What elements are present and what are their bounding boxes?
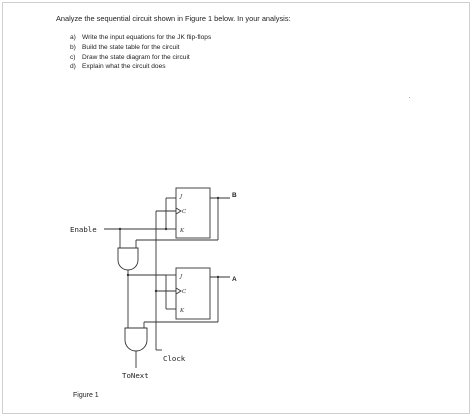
ffa-c-label: C xyxy=(182,289,187,295)
figure-caption: Figure 1 xyxy=(73,392,99,399)
tonext-label: ToNext xyxy=(122,371,149,380)
part-text: Draw the state diagram for the circuit xyxy=(82,53,190,61)
output-a-label: A xyxy=(232,276,237,283)
part-marker: c) xyxy=(70,53,76,61)
junction-dot xyxy=(217,276,219,278)
ffa-j-label: J xyxy=(180,274,183,280)
output-b-label: B xyxy=(232,192,237,199)
junction-dot xyxy=(127,274,129,276)
ffb-k-label: K xyxy=(180,228,185,234)
ffb-c-label: C xyxy=(182,209,187,215)
part-text: Write the input equations for the JK flip-flops xyxy=(82,34,212,41)
and-gate-1 xyxy=(118,248,138,270)
junction-dot xyxy=(119,228,121,230)
part-marker: b) xyxy=(70,43,76,51)
ffa-k-label: K xyxy=(180,308,185,314)
junction-dot xyxy=(155,290,157,292)
part-marker: d) xyxy=(70,63,76,71)
clock-label: Clock xyxy=(163,354,186,363)
part-text: Build the state table for the circuit xyxy=(82,43,180,51)
question-prompt: Analyze the sequential circuit shown in Figure 1 below. In your analysis: xyxy=(56,14,291,23)
ffb-j-label: J xyxy=(180,194,183,200)
and-gate-2 xyxy=(125,328,147,351)
enable-label: Enable xyxy=(70,225,97,234)
junction-dot xyxy=(217,197,219,199)
part-marker: a) xyxy=(70,34,76,41)
part-text: Explain what the circuit does xyxy=(82,63,166,71)
junction-dot xyxy=(165,228,167,230)
